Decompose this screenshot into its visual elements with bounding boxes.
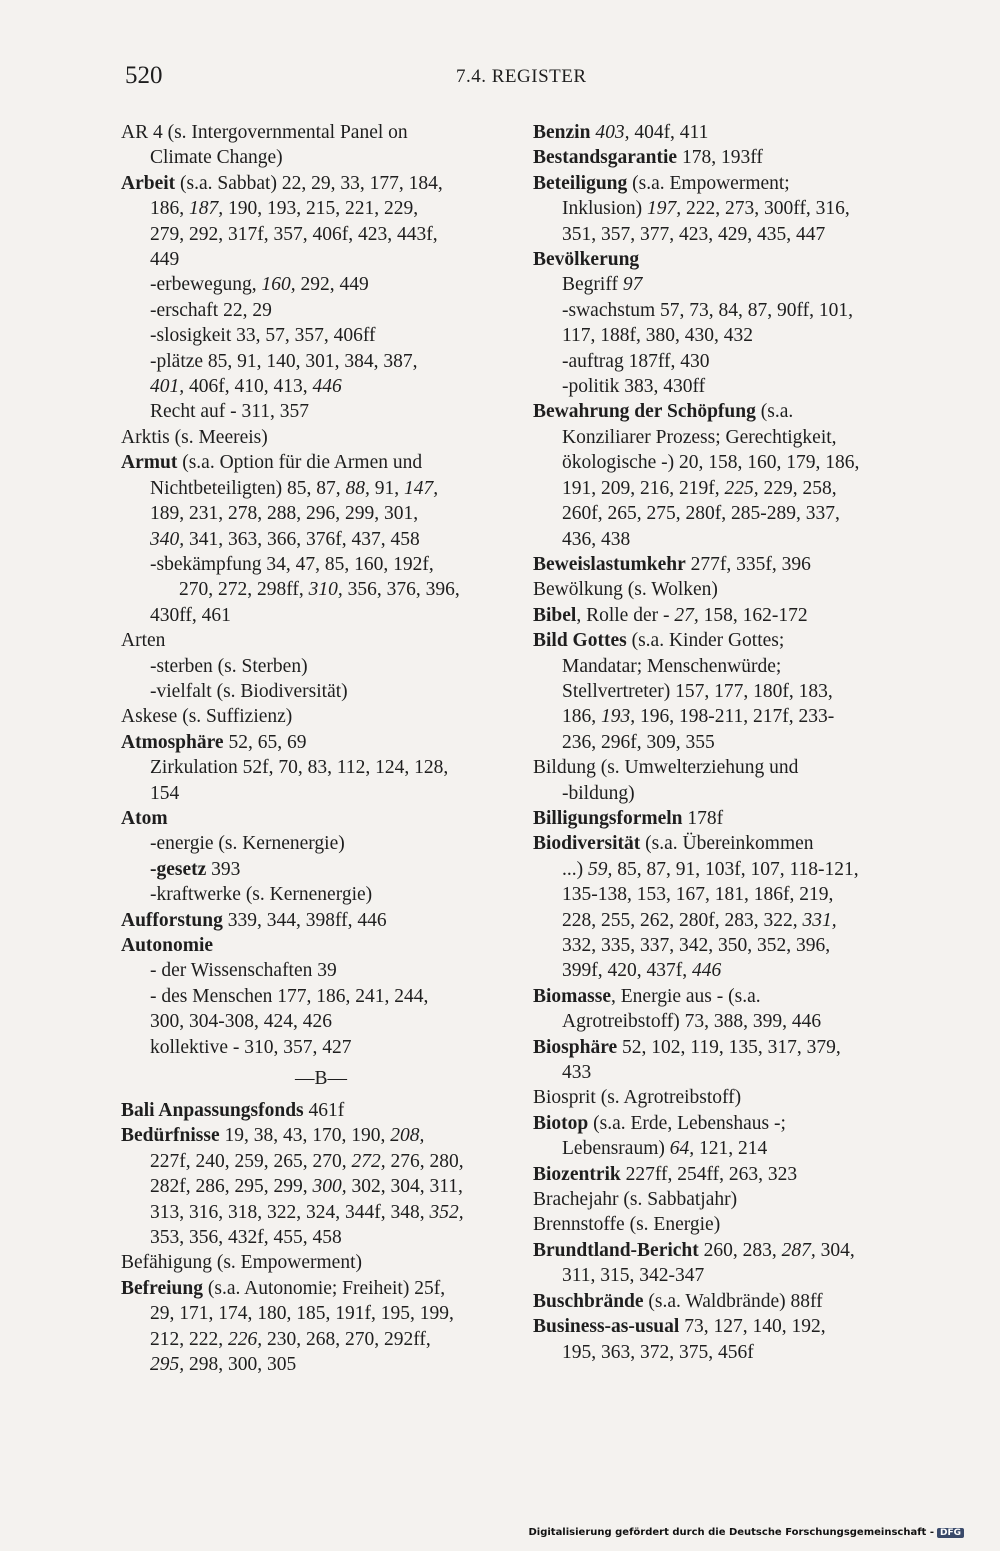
index-subentry: -swachstum 57, 73, 84, 87, 90ff, 101, 117, 188f, 380, 430, 432: [562, 299, 854, 347]
index-entry: Befreiung (s.a. Autonomie; Freiheit) 25f, 29, 171, 174, 180, 185, 191f, 195, 199, 212, 222, 226, 230, 268, 270, 292ff, 295, 298, 300, 305: [121, 1277, 454, 1376]
index-entry: Biosprit (s. Agrotreibstoff): [533, 1087, 742, 1109]
index-subentry: -erbewegung, 160, 292, 449: [150, 274, 369, 296]
index-entry: Beteiligung (s.a. Empowerment; Inklusion) 197, 222, 273, 300ff, 316, 351, 357, 377, 423, 429, 435, 447: [533, 172, 850, 245]
index-entry: Atmosphäre 52, 65, 69: [121, 731, 307, 753]
index-entry: Askese (s. Suffizienz): [121, 706, 293, 728]
index-subentry: Recht auf - 311, 357: [150, 401, 310, 423]
index-subentry: -vielfalt (s. Biodiversität): [150, 680, 348, 702]
index-entry: Brundtland-Bericht 260, 283, 287, 304, 311, 315, 342-347: [533, 1239, 855, 1287]
index-column-right: [533, 120, 923, 1365]
index-entry: Arten: [121, 630, 166, 652]
index-entry: Bali Anpassungsfonds 461f: [121, 1100, 345, 1122]
index-entry: Bewölkung (s. Wolken): [533, 579, 718, 601]
letter-separator: —B—: [294, 1068, 347, 1090]
index-subentry: -slosigkeit 33, 57, 357, 406ff: [150, 325, 376, 347]
index-subentry: -politik 383, 430ff: [562, 376, 706, 398]
index-subentry: -kraftwerke (s. Kernenergie): [150, 884, 373, 906]
index-entry: Bildung (s. Umwelterziehung und -bildung): [533, 757, 799, 804]
index-entry: Befähigung (s. Empowerment): [121, 1252, 362, 1274]
index-entry: Aufforstung 339, 344, 398ff, 446: [121, 909, 387, 931]
index-subentry: -sterben (s. Sterben): [150, 655, 308, 677]
index-entry: Biotop (s.a. Erde, Lebenshaus -; Lebensraum) 64, 121, 214: [533, 1112, 786, 1160]
index-entry: Bewahrung der Schöpfung (s.a. Konziliarer Prozess; Gerechtigkeit, ökologische -) 20, 158, 160, 179, 186, 191, 209, 216, 219f, 225, 229, 258, 260f, 265, 275, 280f, 285-289, 337, 436, 438: [533, 401, 860, 550]
index-subentry: Begriff 97: [562, 274, 643, 296]
index-entry: Biozentrik 227ff, 254ff, 263, 323: [533, 1163, 798, 1185]
index-subentry: - des Menschen 177, 186, 241, 244, 300, 304-308, 424, 426: [150, 985, 429, 1033]
index-subentry: -erschaft 22, 29: [150, 299, 272, 321]
index-subentry: -gesetz 393: [150, 858, 241, 880]
index-entry: Beweislastumkehr 277f, 335f, 396: [533, 553, 811, 575]
page-number: 520: [125, 62, 163, 89]
index-entry: Billigungsformeln 178f: [533, 807, 724, 829]
index-entry: Bild Gottes (s.a. Kinder Gottes; Mandatar; Menschenwürde; Stellvertreter) 157, 177, 180f, 183, 186, 193, 196, 198-211, 217f, 233- 236, 296f, 309, 355: [533, 630, 835, 753]
index-entry: Benzin 403, 404f, 411: [533, 122, 709, 143]
index-entry: Bevölkerung: [533, 249, 640, 271]
index-subentry: -energie (s. Kernenergie): [150, 833, 345, 855]
index-subentry: -sbekämpfung 34, 47, 85, 160, 192f, 270, 272, 298ff, 310, 356, 376, 396, 430ff, 461: [150, 553, 460, 626]
index-entry: Business-as-usual 73, 127, 140, 192, 195, 363, 372, 375, 456f: [533, 1316, 826, 1363]
index-entry: Biodiversität (s.a. Übereinkommen ...) 59, 85, 87, 91, 103f, 107, 118-121, 135-138, 153, 167, 181, 186f, 219, 228, 255, 262, 280f, 283, 322, 331, 332, 335, 337, 342, 350, 352, 396, 399f, 420, 437f, 446: [533, 833, 859, 982]
digitization-footer: Digitalisierung gefördert durch die Deutsche Forschungsgemeinschaft - DFG: [528, 1527, 964, 1538]
index-entry: Brennstoffe (s. Energie): [533, 1214, 721, 1236]
index-entry: Brachejahr (s. Sabbatjahr): [533, 1189, 738, 1211]
index-entry: Armut (s.a. Option für die Armen und Nichtbeteiligten) 85, 87, 88, 91, 147, 189, 231, 278, 288, 296, 299, 301, 340, 341, 363, 366, 376f, 437, 458: [121, 452, 439, 550]
index-entry: Bibel, Rolle der - 27, 158, 162-172: [533, 604, 808, 626]
index-entry: Arktis (s. Meereis): [121, 426, 268, 448]
index-entry: Bedürfnisse 19, 38, 43, 170, 190, 208, 227f, 240, 259, 265, 270, 272, 276, 280, 282f, 286, 295, 299, 300, 302, 304, 311, 313, 316, 318, 322, 324, 344f, 348, 352, 353, 356, 432f, 455, 458: [121, 1125, 464, 1249]
dfg-logo: DFG: [937, 1528, 964, 1538]
running-header: 7.4. REGISTER: [456, 66, 587, 87]
index-entry: Biomasse, Energie aus - (s.a. Agrotreibstoff) 73, 388, 399, 446: [533, 985, 822, 1033]
index-column-left: [121, 120, 521, 1378]
index-subentry: Zirkulation 52f, 70, 83, 112, 124, 128, 154: [150, 757, 449, 804]
index-subentry: -plätze 85, 91, 140, 301, 384, 387, 401, 406f, 410, 413, 446: [150, 350, 418, 398]
index-entry: Biosphäre 52, 102, 119, 135, 317, 379, 433: [533, 1036, 841, 1084]
index-entry: Buschbrände (s.a. Waldbrände) 88ff: [533, 1290, 823, 1312]
index-entry: Autonomie: [121, 935, 214, 956]
index-entry: AR 4 (s. Intergovernmental Panel on Climate Change): [121, 122, 408, 169]
index-entry: Atom: [121, 807, 168, 829]
index-entry: Arbeit (s.a. Sabbat) 22, 29, 33, 177, 184, 186, 187, 190, 193, 215, 221, 229, 279, 292, 317f, 357, 406f, 423, 443f, 449: [121, 172, 443, 271]
index-entry: Bestandsgarantie 178, 193ff: [533, 147, 763, 169]
index-subentry: - der Wissenschaften 39: [150, 960, 337, 982]
index-subentry: -auftrag 187ff, 430: [562, 350, 710, 372]
index-subentry: kollektive - 310, 357, 427: [150, 1036, 352, 1058]
